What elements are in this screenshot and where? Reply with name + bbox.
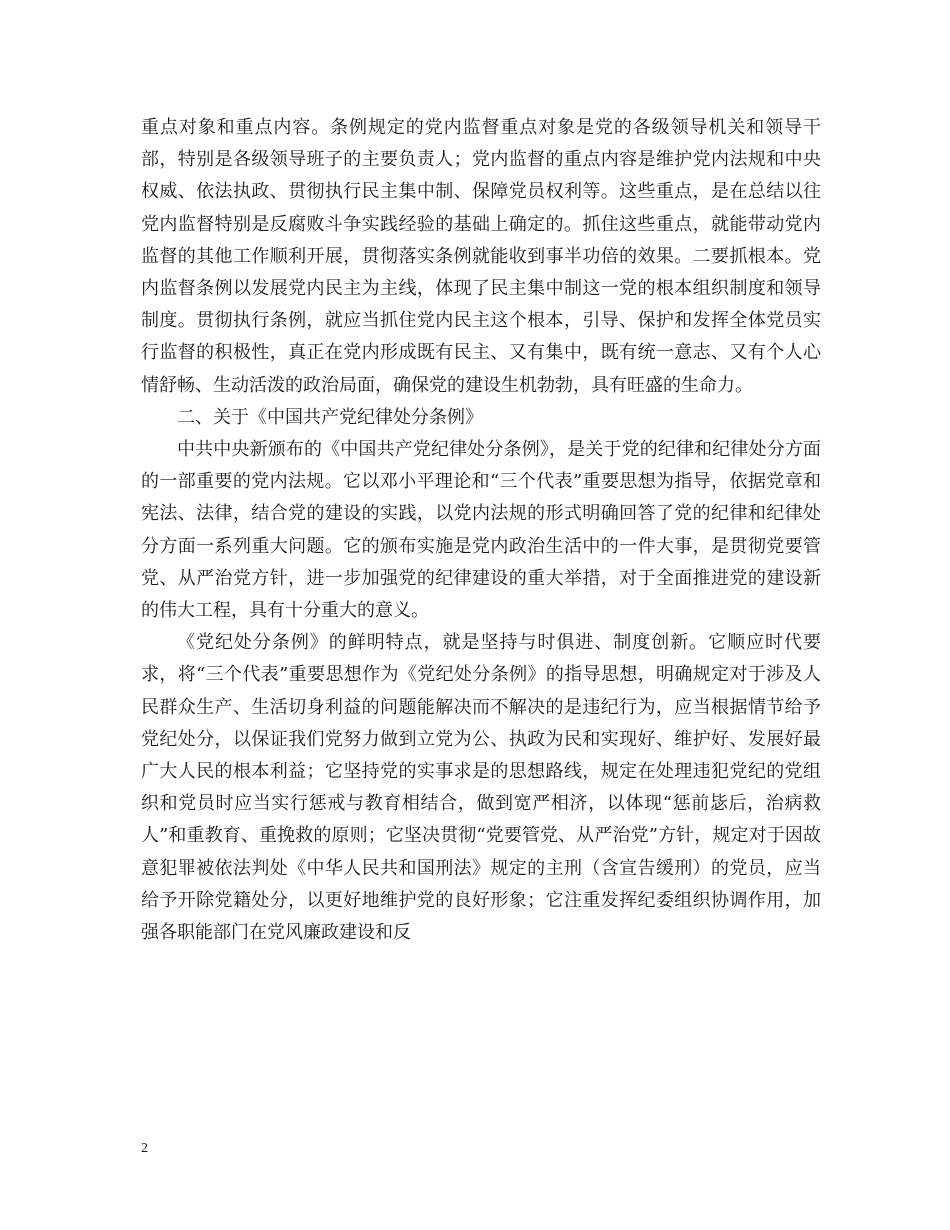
document-body: [141, 112, 821, 949]
paragraph-2: 中共中央新颁布的《中国共产党纪律处分条例》，是关于党的纪律和纪律处分方面的一部重要的党内法规。它以邓小平理论和“三个代表”重要思想为指导，依据党章和宪法、法律，结合党的建设的实践，以党内法规的形式明确回答了党的纪律和纪律处分方面一系列重大问题。它的颁布实施是党内政治生活中的一件大事，是贯彻党要管党、从严治党方针，进一步加强党的纪律建设的重大举措，对于全面推进党的建设新的伟大工程，具有十分重大的意义。: [141, 439, 821, 622]
paragraph-1: 重点对象和重点内容。条例规定的党内监督重点对象是党的各级领导机关和领导干部，特别是各级领导班子的主要负责人；党内监督的重点内容是维护党内法规和中央权威、依法执政、贯彻执行民主集中制、保障党员权利等。这些重点，是在总结以往党内监督特别是反腐败斗争实践经验的基础上确定的。抓住这些重点，就能带动党内监督的其他工作顺利开展，贯彻落实条例就能收到事半功倍的效果。二要抓根本。党内监督条例以发展党内民主为主线，体现了民主集中制这一党的根本组织制度和领导制度。贯彻执行条例，就应当抓住党内民主这个根本，引导、保护和发挥全体党员实行监督的积极性，真正在党内形成既有民主、又有集中，既有统一意志、又有个人心情舒畅、生动活泼的政治局面，确保党的建设生机勃勃，具有旺盛的生命力。: [141, 117, 821, 396]
paragraph-3: 《党纪处分条例》的鲜明特点，就是坚持与时俱进、制度创新。它顺应时代要求，将“三个代表”重要思想作为《党纪处分条例》的指导思想，明确规定对于涉及人民群众生产、生活切身利益的问题能解决而不解决的是违纪行为，应当根据情节给予党纪处分，以保证我们党努力做到立党为公、执政为民和实现好、维护好、发展好最广大人民的根本利益；它坚持党的实事求是的思想路线，规定在处理违犯党纪的党组织和党员时应当实行惩戒与教育相结合，做到宽严相济，以体现“惩前毖后，治病救人”和重教育、重挽救的原则；它坚决贯彻“党要管党、从严治党”方针，规定对于因故意犯罪被依法判处《中华人民共和国刑法》规定的主刑（含宣告缓刑）的党员，应当给予开除党籍处分，以更好地维护党的良好形象；它注重发挥纪委组织协调作用，加强各职能部门在党风廉政建设和反: [141, 632, 821, 944]
section-heading: 二、关于《中国共产党纪律处分条例》: [177, 406, 483, 428]
page-number: 2: [141, 1141, 148, 1156]
